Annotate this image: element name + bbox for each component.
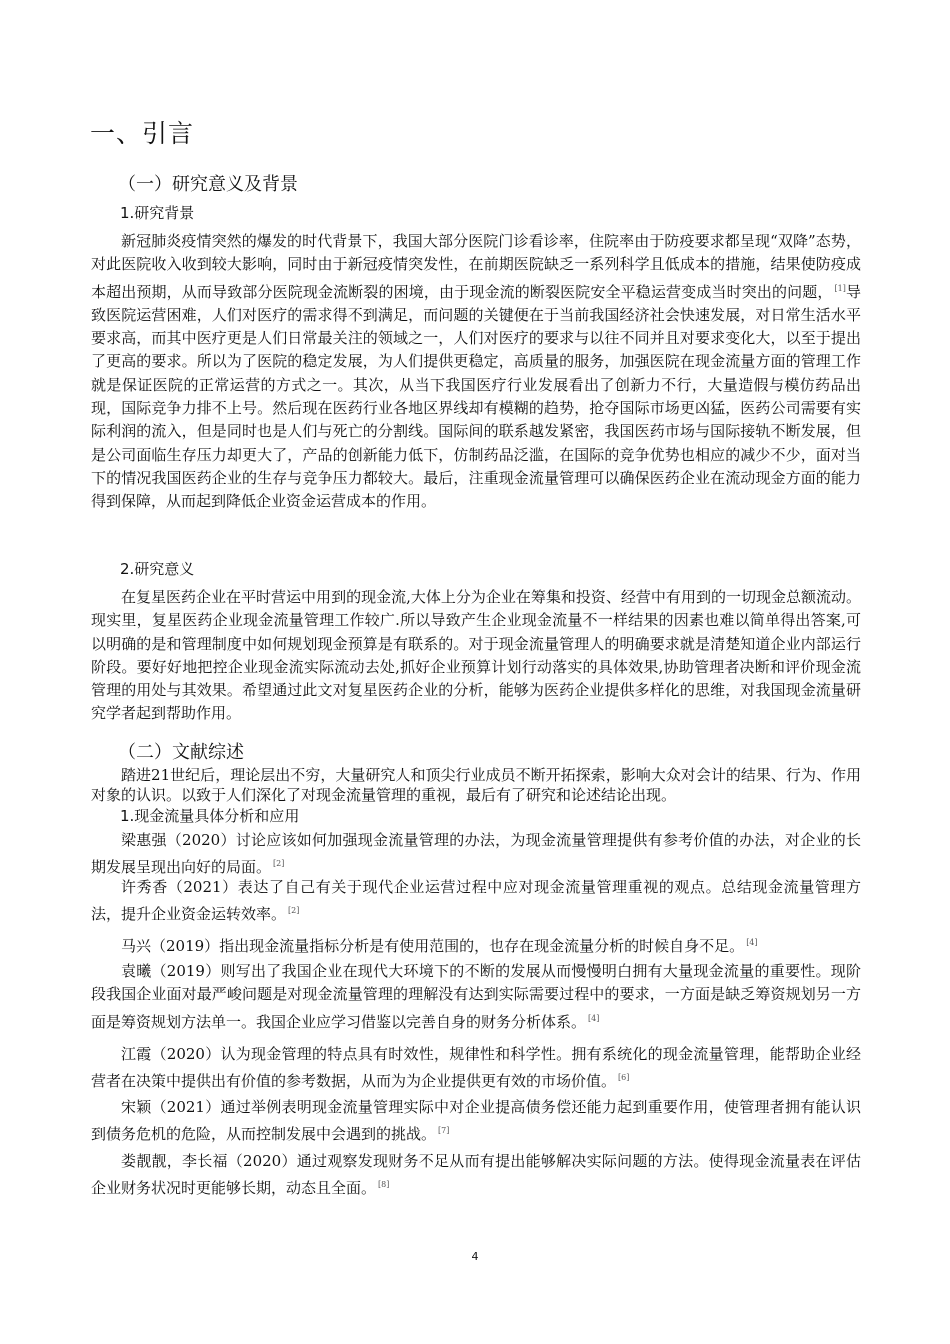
literature-item [91, 931, 861, 958]
page-number: 4 [471, 1250, 479, 1263]
paragraph-text: 新冠肺炎疫情突然的爆发的时代背景下，我国大部分医院门诊看诊率，住院率由于防疫要求都呈现“双降”态势，对此医院收入收到较大影响，同时由于新冠疫情突发性，在前期医院缺乏一系列科学且低成本的措施，结果使防疫成本超出预期，从而导致部分医院现金流断裂的困境，由于现金流的断裂医院安全平稳运营变成当时突出的问题， [91, 232, 861, 301]
paragraph-research-significance: 在复星医药企业在平时营运中用到的现金流,大体上分为企业在筹集和投资、经营中有用到的一切现金总额流动。现实里，复星医药企业现金流量管理工作较广.所以导致产生企业现金流量不一样结果的因素也难以简单得出答案,可以明确的是和管理制度中如何规划现金预算是有联系的。对于现金流量管理人的明确要求就是清楚知道企业内部运行阶段。要好好地把控企业现金流实际流动去处,抓好企业预算计划行动落实的具体效果,协助管理者决断和评价现金流管理的用处与其效果。希望通过此文对复星医药企业的分析，能够为医药企业提供多样化的思维，对我国现金流量研究学者起到帮助作用。 [91, 588, 861, 723]
paragraph-research-background [91, 230, 861, 514]
citation-ref: [4] [588, 1013, 600, 1023]
literature-item [91, 1043, 861, 1094]
literature-item-text: 许秀香（2021）表达了自己有关于现代企业运营过程中应对现金流量管理重视的观点。总结现金流量管理方法，提升企业资金运转效率。 [91, 878, 861, 924]
subsection-heading-cashflow-analysis: 1.现金流量具体分析和应用 [120, 807, 300, 825]
literature-item [91, 1096, 861, 1147]
literature-item-text: 娄靓靓，李长福（2020）通过观察发现财务不足从而有提出能够解决实际问题的方法。使得现金流量表在评估企业财务状况时更能够长期，动态且全面。 [91, 1152, 861, 1198]
paragraph-literature-intro: 踏进21世纪后，理论层出不穷，大量研究人和顶尖行业成员不断开拓探索，影响大众对会计的结果、行为、作用对象的认识。以致于人们深化了对现金流量管理的重视，最后有了研究和论述结论出现。 [91, 766, 861, 804]
paragraph-text: 导致医院运营困难，人们对医疗的需求得不到满足，而问题的关键便在于当前我国经济社会快速发展，对日常生活水平要求高，而其中医疗更是人们日常最关注的领域之一，人们对医疗的要求与以往不同并且对要求变化大，以至于提出了更高的要求。所以为了医院的稳定发展，为人们提供更稳定，高质量的服务，加强医院在现金流量方面的管理工作就是保证医院的正常运营的方式之一。其次，从当下我国医疗行业发展看出了创新力不行，大量造假与模仿药品出现，国际竞争力排不上号。然后现在医药行业各地区界线却有模糊的趋势，抢夺国际市场更凶猛，医药公司需要有实际利润的流入，但是同时也是人们与死亡的分割线。国际间的联系越发紧密，我国医药市场与国际接轨不断发展，但是公司面临生存压力却更大了，产品的创新能力低下，仿制药品泛滥，在国际的竞争优势也相应的减少不少，面对当下的情况我国医药企业的生存与竞争压力都较大。最后，注重现金流量管理可以确保医药企业在流动现金方面的能力得到保障，从而起到降低企业资金运营成本的作用。 [91, 282, 861, 511]
citation-ref: [6] [618, 1073, 630, 1083]
citation-ref: [7] [438, 1126, 450, 1136]
literature-item [91, 1150, 861, 1201]
literature-item-text: 袁曦（2019）则写出了我国企业在现代大环境下的不断的发展从而慢慢明白拥有大量现金流量的重要性。现阶段我国企业面对最严峻问题是对现金流量管理的理解没有达到实际需要过程中的要求，一方面是缺乏筹资规划另一方面是筹资规划方法单一。我国企业应学习借鉴以完善自身的财务分析体系。 [91, 962, 861, 1031]
subsection-heading-research-background: 1.研究背景 [120, 204, 195, 222]
literature-item [91, 960, 861, 1034]
literature-item-text: 梁惠强（2020）讨论应该如何加强现金流量管理的办法，为现金流量管理提供有参考价值的办法，对企业的长期发展呈现出向好的局面。 [91, 831, 861, 877]
citation-ref: [2] [273, 859, 285, 869]
chapter-heading: 一、引言 [90, 119, 195, 148]
section-heading-literature-review: （二）文献综述 [118, 742, 244, 763]
literature-item [91, 829, 861, 880]
literature-item-text: 宋颖（2021）通过举例表明现金流量管理实际中对企业提高债务偿还能力起到重要作用，使管理者拥有能认识到债务危机的危险，从而控制发展中会遇到的挑战。 [91, 1098, 861, 1144]
literature-item [91, 876, 861, 927]
citation-ref: [4] [746, 938, 758, 947]
literature-item-text: 马兴（2019）指出现金流量指标分析是有使用范围的，也存在现金流量分析的时候自身不足。 [121, 937, 745, 955]
literature-item-text: 江霞（2020）认为现金管理的特点具有时效性，规律性和科学性。拥有系统化的现金流量管理，能帮助企业经营者在决策中提供出有价值的参考数据，从而为为企业提供更有效的市场价值。 [91, 1045, 861, 1091]
citation-ref: [2] [288, 906, 300, 916]
section-heading-background: （一）研究意义及背景 [118, 174, 298, 195]
citation-ref: [8] [378, 1180, 390, 1190]
citation-ref: [1] [834, 283, 846, 293]
subsection-heading-research-significance: 2.研究意义 [120, 560, 195, 578]
